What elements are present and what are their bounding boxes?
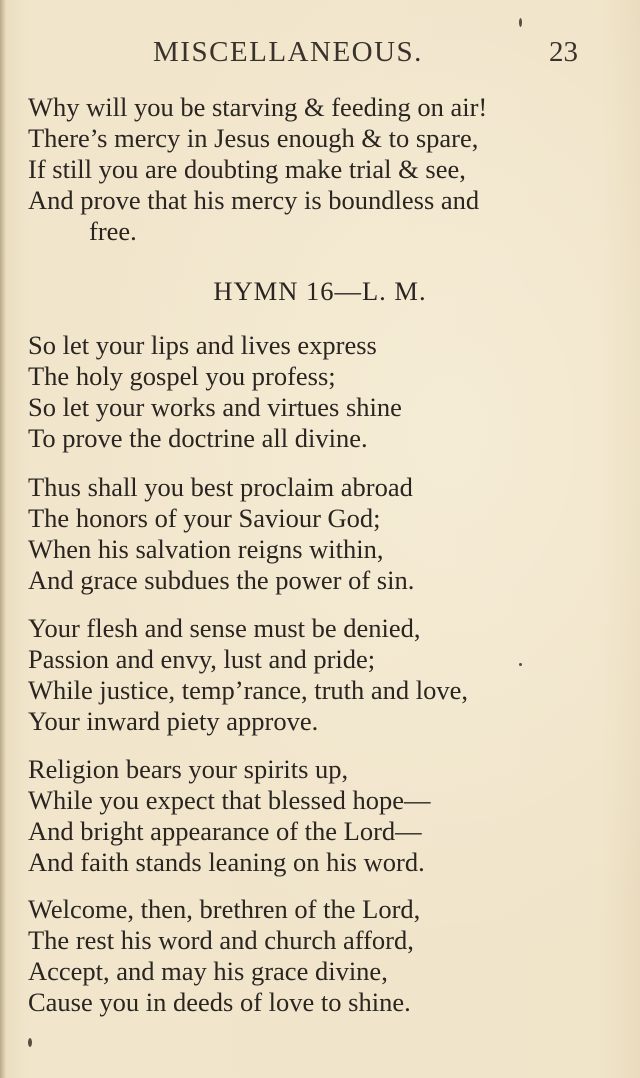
- verse-line: Why will you be starving & feeding on air!: [28, 92, 488, 122]
- verse-line: Welcome, then, brethren of the Lord,: [28, 894, 421, 924]
- hymn-heading: HYMN 16—L. M.: [213, 276, 427, 306]
- verse-line: Passion and envy, lust and pride;: [28, 644, 376, 674]
- page-gutter-shadow: [0, 0, 6, 1078]
- verse-line: There’s mercy in Jesus enough & to spare,: [28, 123, 479, 153]
- stanza-3: [28, 613, 618, 737]
- verse-line: Your flesh and sense must be denied,: [28, 613, 421, 643]
- verse-line: Thus shall you best proclaim abroad: [28, 472, 413, 502]
- verse-line: Your inward piety approve.: [28, 706, 319, 736]
- ink-speck: [519, 663, 522, 666]
- verse-line: So let your works and virtues shine: [28, 392, 402, 422]
- stanza-1: [28, 330, 618, 454]
- verse-line: The honors of your Saviour God;: [28, 503, 381, 533]
- verse-line: When his salvation reigns within,: [28, 534, 384, 564]
- verse-line: The rest his word and church afford,: [28, 925, 414, 955]
- verse-line: If still you are doubting make trial & see,: [28, 154, 466, 184]
- running-title: MISCELLANEOUS.: [153, 36, 423, 68]
- verse-line: And faith stands leaning on his word.: [28, 847, 425, 877]
- verse-line: So let your lips and lives express: [28, 330, 377, 360]
- verse-line: And grace subdues the power of sin.: [28, 565, 415, 595]
- carryover-stanza: [28, 92, 608, 247]
- verse-line: Cause you in deeds of love to shine.: [28, 987, 411, 1017]
- verse-line: And bright appearance of the Lord—: [28, 816, 422, 846]
- verse-line: Religion bears your spirits up,: [28, 754, 349, 784]
- verse-line: And prove that his mercy is boundless and: [28, 185, 480, 215]
- stanza-2: [28, 472, 618, 596]
- verse-line: free.: [89, 216, 137, 246]
- running-head: [0, 36, 640, 76]
- page-number: 23: [549, 36, 578, 68]
- stanza-5: [28, 894, 618, 1018]
- ink-speck: [519, 18, 522, 27]
- ink-speck: [28, 1038, 32, 1047]
- verse-line: While you expect that blessed hope—: [28, 785, 431, 815]
- stanza-4: [28, 754, 618, 878]
- verse-line: Accept, and may his grace divine,: [28, 956, 388, 986]
- verse-line: The holy gospel you profess;: [28, 361, 336, 391]
- verse-line: While justice, temp’rance, truth and love,: [28, 675, 469, 705]
- verse-line: To prove the doctrine all divine.: [28, 423, 368, 453]
